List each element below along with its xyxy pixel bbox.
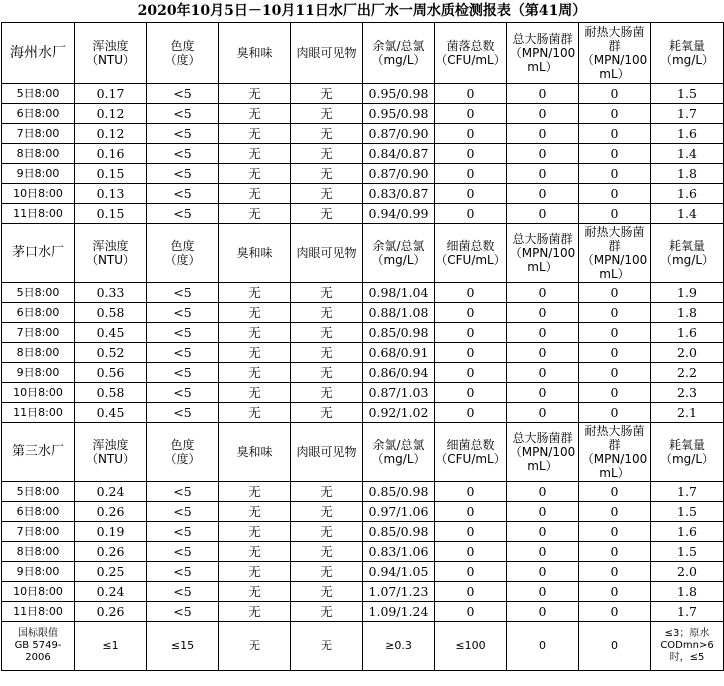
water-quality-table <box>1 22 724 671</box>
value-cell: 0.24 <box>75 582 147 602</box>
table-row <box>2 383 724 403</box>
value-cell: 0.95/0.98 <box>363 104 435 124</box>
value-cell: <5 <box>147 383 219 403</box>
plant-name: 海州水厂 <box>2 23 75 84</box>
value-cell: 0.85/0.98 <box>363 482 435 502</box>
value-cell: 0 <box>435 363 507 383</box>
value-cell: <5 <box>147 403 219 423</box>
table-row <box>2 482 724 502</box>
value-cell: 无 <box>219 383 291 403</box>
value-cell: 0.98/1.04 <box>363 283 435 303</box>
value-cell: 无 <box>219 303 291 323</box>
date-cell: 9日8:00 <box>2 363 75 383</box>
column-header: 臭和味 <box>219 423 291 482</box>
value-cell: 0 <box>435 283 507 303</box>
value-cell: 0 <box>507 283 579 303</box>
value-cell: 0 <box>579 343 651 363</box>
value-cell: 0 <box>507 164 579 184</box>
value-cell: 0 <box>579 383 651 403</box>
value-cell: 0 <box>507 144 579 164</box>
value-cell: 0.95/0.98 <box>363 84 435 104</box>
table-row <box>2 104 724 124</box>
value-cell: 0.17 <box>75 84 147 104</box>
table-row <box>2 124 724 144</box>
value-cell: 0.94/1.05 <box>363 562 435 582</box>
value-cell: 2.0 <box>651 562 724 582</box>
value-cell: 0 <box>435 124 507 144</box>
value-cell: 0.26 <box>75 542 147 562</box>
column-header: 总大肠菌群 （MPN/100 mL） <box>507 423 579 482</box>
value-cell: 0.87/0.90 <box>363 164 435 184</box>
value-cell: 0 <box>579 283 651 303</box>
value-cell: 0.58 <box>75 303 147 323</box>
date-cell: 11日8:00 <box>2 602 75 622</box>
value-cell: 0 <box>579 542 651 562</box>
value-cell: 0 <box>435 104 507 124</box>
table-row <box>2 403 724 423</box>
limit-value: 无 <box>219 622 291 671</box>
value-cell: 0 <box>507 403 579 423</box>
value-cell: 无 <box>291 482 363 502</box>
value-cell: 0.97/1.06 <box>363 502 435 522</box>
date-cell: 5日8:00 <box>2 283 75 303</box>
value-cell: 0 <box>435 403 507 423</box>
value-cell: 无 <box>291 84 363 104</box>
value-cell: 0 <box>507 124 579 144</box>
value-cell: 1.9 <box>651 283 724 303</box>
value-cell: 无 <box>219 144 291 164</box>
value-cell: 1.7 <box>651 104 724 124</box>
value-cell: 0 <box>507 204 579 224</box>
column-header: 臭和味 <box>219 23 291 84</box>
value-cell: 无 <box>219 184 291 204</box>
value-cell: 0 <box>435 204 507 224</box>
value-cell: 无 <box>291 283 363 303</box>
value-cell: 0.85/0.98 <box>363 522 435 542</box>
value-cell: 1.4 <box>651 204 724 224</box>
limit-value: ≤3；原水 CODmn>6 时，≤5 <box>651 622 724 671</box>
value-cell: 0 <box>507 522 579 542</box>
value-cell: 0.24 <box>75 482 147 502</box>
value-cell: 无 <box>219 522 291 542</box>
column-header: 菌落总数 （CFU/mL） <box>435 23 507 84</box>
value-cell: <5 <box>147 502 219 522</box>
table-row <box>2 343 724 363</box>
value-cell: <5 <box>147 84 219 104</box>
value-cell: <5 <box>147 522 219 542</box>
value-cell: 无 <box>219 482 291 502</box>
value-cell: <5 <box>147 363 219 383</box>
standard-limit-row <box>2 622 724 671</box>
date-cell: 9日8:00 <box>2 562 75 582</box>
value-cell: 1.6 <box>651 522 724 542</box>
value-cell: 无 <box>291 403 363 423</box>
date-cell: 8日8:00 <box>2 542 75 562</box>
column-header: 肉眼可见物 <box>291 224 363 283</box>
value-cell: 0 <box>579 204 651 224</box>
value-cell: <5 <box>147 283 219 303</box>
value-cell: 0.83/1.06 <box>363 542 435 562</box>
value-cell: <5 <box>147 204 219 224</box>
value-cell: 0.84/0.87 <box>363 144 435 164</box>
value-cell: 0.88/1.08 <box>363 303 435 323</box>
value-cell: <5 <box>147 303 219 323</box>
column-header: 细菌总数 （CFU/mL） <box>435 423 507 482</box>
value-cell: 0 <box>579 403 651 423</box>
value-cell: 无 <box>291 522 363 542</box>
date-cell: 11日8:00 <box>2 204 75 224</box>
column-header: 余氯/总氯 （mg/L） <box>363 423 435 482</box>
table-row <box>2 204 724 224</box>
value-cell: 0.52 <box>75 343 147 363</box>
value-cell: 无 <box>219 502 291 522</box>
date-cell: 6日8:00 <box>2 303 75 323</box>
value-cell: 0.87/1.03 <box>363 383 435 403</box>
plant-name: 茅口水厂 <box>2 224 75 283</box>
value-cell: 0 <box>507 582 579 602</box>
value-cell: 0.92/1.02 <box>363 403 435 423</box>
value-cell: 1.5 <box>651 84 724 104</box>
value-cell: 0 <box>435 164 507 184</box>
table-row <box>2 184 724 204</box>
value-cell: 1.6 <box>651 124 724 144</box>
section-header-row <box>2 224 724 283</box>
value-cell: 1.5 <box>651 542 724 562</box>
limit-value: 0 <box>507 622 579 671</box>
column-header: 色度 （度） <box>147 423 219 482</box>
value-cell: 0 <box>435 522 507 542</box>
value-cell: 0 <box>579 184 651 204</box>
table-row <box>2 164 724 184</box>
value-cell: <5 <box>147 164 219 184</box>
value-cell: 0 <box>579 144 651 164</box>
value-cell: 0 <box>579 502 651 522</box>
value-cell: 无 <box>219 602 291 622</box>
value-cell: 2.2 <box>651 363 724 383</box>
value-cell: 2.1 <box>651 403 724 423</box>
table-row <box>2 542 724 562</box>
date-cell: 6日8:00 <box>2 502 75 522</box>
value-cell: 0 <box>507 542 579 562</box>
table-row <box>2 502 724 522</box>
value-cell: <5 <box>147 124 219 144</box>
value-cell: 1.09/1.24 <box>363 602 435 622</box>
column-header: 总大肠菌群 （MPN/100 mL） <box>507 224 579 283</box>
value-cell: <5 <box>147 562 219 582</box>
value-cell: 0 <box>579 363 651 383</box>
table-row <box>2 303 724 323</box>
value-cell: 0 <box>507 602 579 622</box>
limit-value: ≤1 <box>75 622 147 671</box>
value-cell: 无 <box>219 582 291 602</box>
value-cell: 无 <box>219 403 291 423</box>
value-cell: 0 <box>579 303 651 323</box>
value-cell: 0.58 <box>75 383 147 403</box>
date-cell: 9日8:00 <box>2 164 75 184</box>
date-cell: 8日8:00 <box>2 144 75 164</box>
value-cell: 2.3 <box>651 383 724 403</box>
value-cell: 1.8 <box>651 582 724 602</box>
value-cell: 0 <box>435 184 507 204</box>
value-cell: 0.94/0.99 <box>363 204 435 224</box>
plant-name: 第三水厂 <box>2 423 75 482</box>
value-cell: <5 <box>147 602 219 622</box>
value-cell: <5 <box>147 323 219 343</box>
value-cell: 无 <box>291 562 363 582</box>
column-header: 余氯/总氯 （mg/L） <box>363 224 435 283</box>
value-cell: 0 <box>579 562 651 582</box>
table-row <box>2 522 724 542</box>
value-cell: 0 <box>579 164 651 184</box>
value-cell: 0.86/0.94 <box>363 363 435 383</box>
value-cell: 0 <box>435 343 507 363</box>
value-cell: 0 <box>435 562 507 582</box>
value-cell: 0 <box>507 303 579 323</box>
value-cell: 无 <box>291 303 363 323</box>
value-cell: 0 <box>579 582 651 602</box>
value-cell: 1.6 <box>651 323 724 343</box>
date-cell: 11日8:00 <box>2 403 75 423</box>
value-cell: 0.45 <box>75 403 147 423</box>
value-cell: 无 <box>219 104 291 124</box>
section-header-row <box>2 23 724 84</box>
limit-value: 0 <box>579 622 651 671</box>
value-cell: <5 <box>147 144 219 164</box>
table-row <box>2 283 724 303</box>
value-cell: 0 <box>435 303 507 323</box>
value-cell: 0 <box>435 383 507 403</box>
column-header: 浑浊度 （NTU） <box>75 224 147 283</box>
value-cell: 无 <box>219 363 291 383</box>
value-cell: 无 <box>219 124 291 144</box>
value-cell: <5 <box>147 582 219 602</box>
date-cell: 5日8:00 <box>2 84 75 104</box>
date-cell: 7日8:00 <box>2 124 75 144</box>
value-cell: 0 <box>579 323 651 343</box>
limit-value: ≤15 <box>147 622 219 671</box>
date-cell: 6日8:00 <box>2 104 75 124</box>
column-header: 余氯/总氯 （mg/L） <box>363 23 435 84</box>
column-header: 色度 （度） <box>147 23 219 84</box>
value-cell: 0 <box>435 582 507 602</box>
value-cell: 0 <box>507 323 579 343</box>
value-cell: 0 <box>579 482 651 502</box>
value-cell: 无 <box>291 542 363 562</box>
value-cell: 0 <box>435 542 507 562</box>
value-cell: 0 <box>507 84 579 104</box>
table-row <box>2 144 724 164</box>
value-cell: 0.19 <box>75 522 147 542</box>
value-cell: 1.6 <box>651 184 724 204</box>
column-header: 细菌总数 （CFU/mL） <box>435 224 507 283</box>
value-cell: 无 <box>219 204 291 224</box>
value-cell: 0.26 <box>75 502 147 522</box>
column-header: 耗氧量 （mg/L） <box>651 23 724 84</box>
value-cell: 无 <box>291 383 363 403</box>
value-cell: 0.15 <box>75 164 147 184</box>
limit-value: ≤100 <box>435 622 507 671</box>
value-cell: 0 <box>435 602 507 622</box>
value-cell: 无 <box>219 283 291 303</box>
column-header: 浑浊度 （NTU） <box>75 423 147 482</box>
value-cell: 0.15 <box>75 204 147 224</box>
value-cell: 无 <box>291 144 363 164</box>
value-cell: 1.07/1.23 <box>363 582 435 602</box>
section-header-row <box>2 423 724 482</box>
value-cell: 0 <box>507 562 579 582</box>
value-cell: <5 <box>147 343 219 363</box>
date-cell: 5日8:00 <box>2 482 75 502</box>
value-cell: 无 <box>291 124 363 144</box>
table-row <box>2 363 724 383</box>
value-cell: 无 <box>219 562 291 582</box>
column-header: 色度 （度） <box>147 224 219 283</box>
value-cell: 无 <box>291 104 363 124</box>
value-cell: 0 <box>507 343 579 363</box>
column-header: 肉眼可见物 <box>291 23 363 84</box>
value-cell: 0.87/0.90 <box>363 124 435 144</box>
date-cell: 7日8:00 <box>2 323 75 343</box>
value-cell: 无 <box>291 502 363 522</box>
value-cell: 无 <box>219 343 291 363</box>
value-cell: 0 <box>579 124 651 144</box>
value-cell: <5 <box>147 482 219 502</box>
date-cell: 8日8:00 <box>2 343 75 363</box>
table-row <box>2 562 724 582</box>
value-cell: 无 <box>291 363 363 383</box>
column-header: 耗氧量 （mg/L） <box>651 224 724 283</box>
value-cell: <5 <box>147 542 219 562</box>
value-cell: 无 <box>291 343 363 363</box>
value-cell: <5 <box>147 184 219 204</box>
value-cell: 0 <box>435 482 507 502</box>
column-header: 耐热大肠菌 群 （MPN/100 mL） <box>579 224 651 283</box>
value-cell: 无 <box>291 204 363 224</box>
value-cell: 无 <box>291 184 363 204</box>
table-row <box>2 323 724 343</box>
limit-value: 无 <box>291 622 363 671</box>
value-cell: 2.0 <box>651 343 724 363</box>
value-cell: 0.12 <box>75 104 147 124</box>
date-cell: 7日8:00 <box>2 522 75 542</box>
value-cell: 0 <box>507 502 579 522</box>
column-header: 耐热大肠菌 群 （MPN/100 mL） <box>579 23 651 84</box>
value-cell: 0.83/0.87 <box>363 184 435 204</box>
value-cell: 无 <box>219 84 291 104</box>
value-cell: 0 <box>435 84 507 104</box>
value-cell: 0.26 <box>75 602 147 622</box>
value-cell: 0 <box>507 482 579 502</box>
limit-value: ≥0.3 <box>363 622 435 671</box>
value-cell: 0 <box>507 383 579 403</box>
column-header: 臭和味 <box>219 224 291 283</box>
value-cell: 0.25 <box>75 562 147 582</box>
value-cell: 无 <box>291 602 363 622</box>
value-cell: 无 <box>291 323 363 343</box>
value-cell: 0 <box>507 104 579 124</box>
value-cell: 无 <box>291 582 363 602</box>
column-header: 肉眼可见物 <box>291 423 363 482</box>
value-cell: 0 <box>435 502 507 522</box>
column-header: 耗氧量 （mg/L） <box>651 423 724 482</box>
limit-label: 国标限值 GB 5749- 2006 <box>2 622 75 671</box>
value-cell: 0.56 <box>75 363 147 383</box>
value-cell: <5 <box>147 104 219 124</box>
value-cell: 1.7 <box>651 482 724 502</box>
value-cell: 无 <box>219 542 291 562</box>
value-cell: 0 <box>579 602 651 622</box>
value-cell: 1.5 <box>651 502 724 522</box>
column-header: 耐热大肠菌 群 （MPN/100 mL） <box>579 423 651 482</box>
value-cell: 0 <box>507 184 579 204</box>
value-cell: 0.33 <box>75 283 147 303</box>
value-cell: 1.4 <box>651 144 724 164</box>
value-cell: 0.45 <box>75 323 147 343</box>
date-cell: 10日8:00 <box>2 582 75 602</box>
column-header: 总大肠菌群 （MPN/100 mL） <box>507 23 579 84</box>
date-cell: 10日8:00 <box>2 184 75 204</box>
value-cell: 1.8 <box>651 303 724 323</box>
value-cell: 0 <box>579 104 651 124</box>
value-cell: 0.13 <box>75 184 147 204</box>
value-cell: 1.7 <box>651 602 724 622</box>
table-row <box>2 602 724 622</box>
value-cell: 无 <box>219 323 291 343</box>
value-cell: 0.16 <box>75 144 147 164</box>
value-cell: 无 <box>291 164 363 184</box>
value-cell: 0.68/0.91 <box>363 343 435 363</box>
date-cell: 10日8:00 <box>2 383 75 403</box>
value-cell: 0 <box>507 363 579 383</box>
value-cell: 1.8 <box>651 164 724 184</box>
value-cell: 0 <box>435 144 507 164</box>
column-header: 浑浊度 （NTU） <box>75 23 147 84</box>
value-cell: 无 <box>219 164 291 184</box>
value-cell: 0.12 <box>75 124 147 144</box>
value-cell: 0 <box>579 522 651 542</box>
value-cell: 0 <box>579 84 651 104</box>
report-title: 2020年10月5日－10月11日水厂出厂水一周水质检测报表（第41周） <box>137 3 587 19</box>
value-cell: 0 <box>435 323 507 343</box>
table-row <box>2 582 724 602</box>
value-cell: 0.85/0.98 <box>363 323 435 343</box>
table-row <box>2 84 724 104</box>
